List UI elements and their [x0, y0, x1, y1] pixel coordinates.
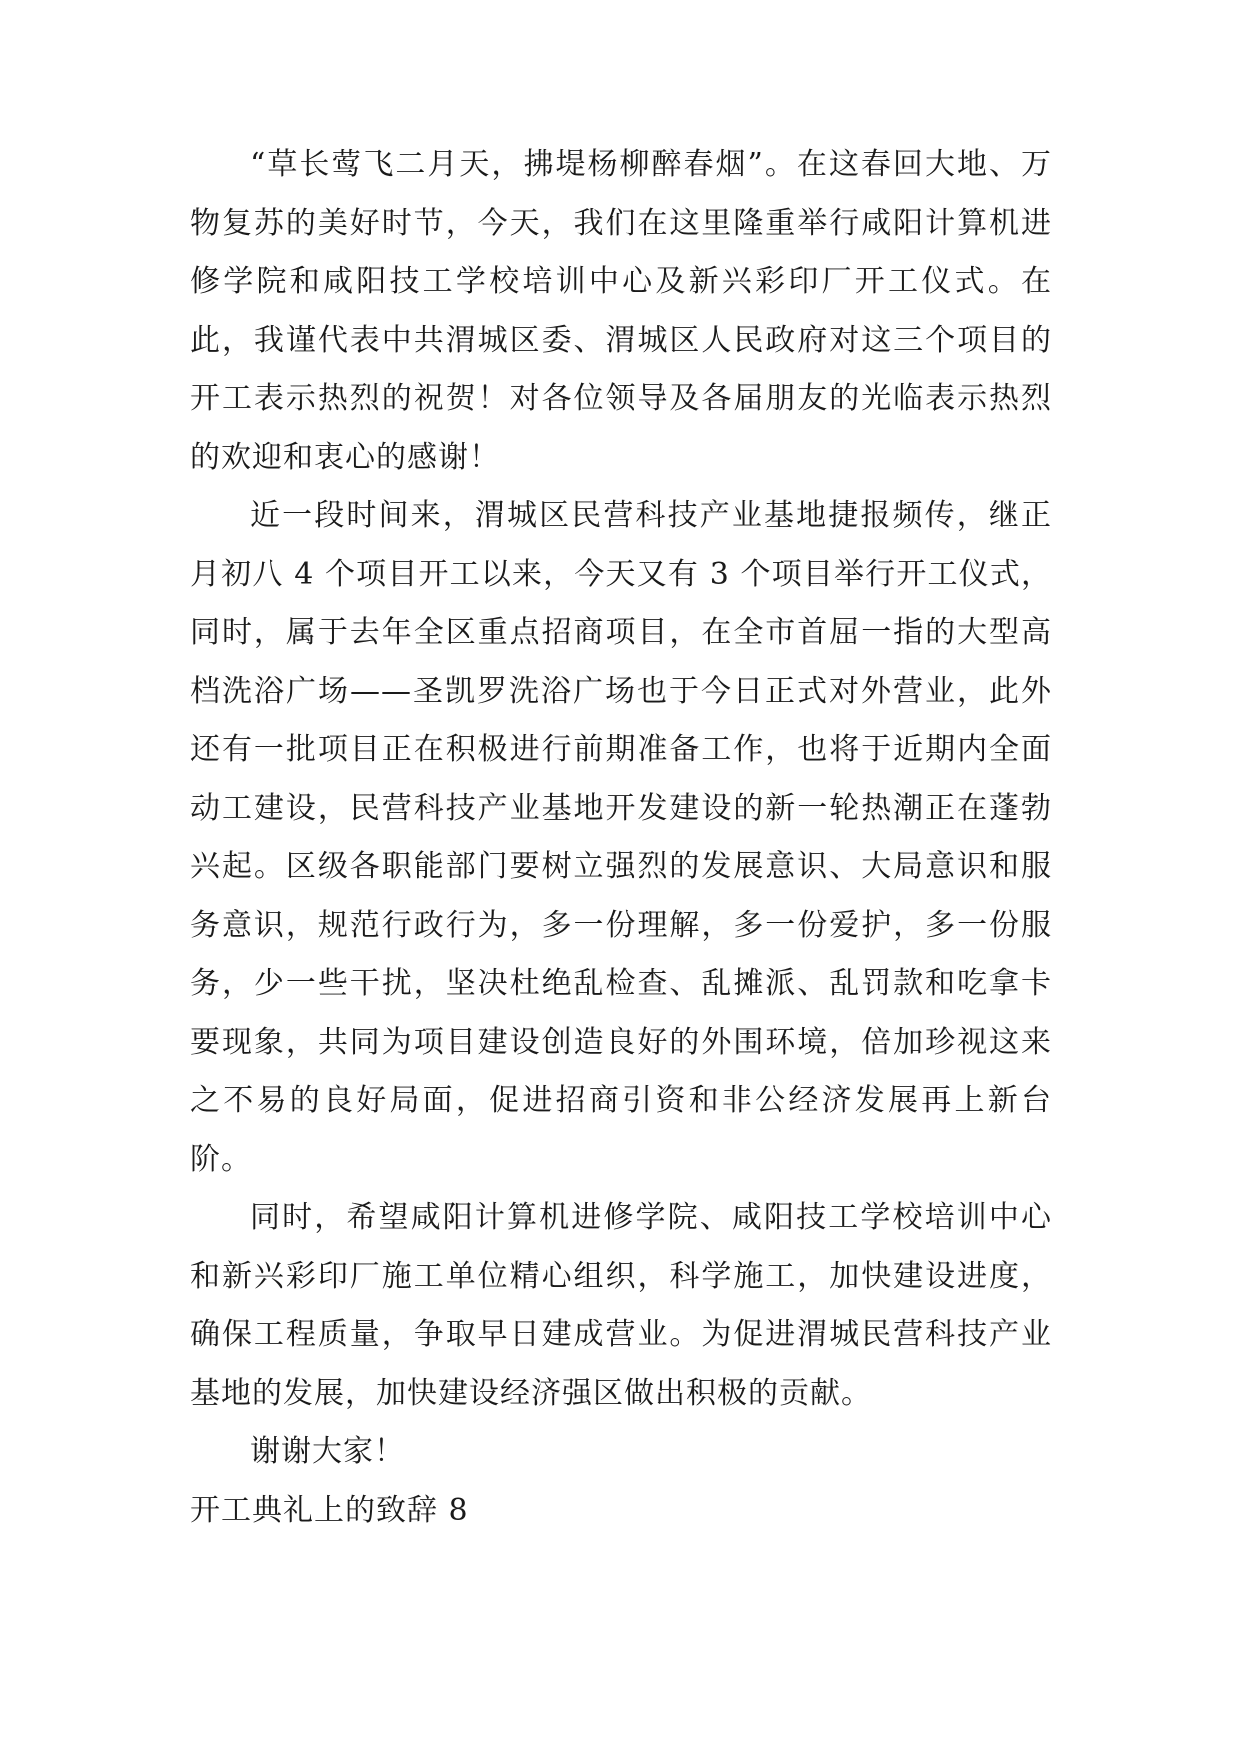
closing-thanks: 谢谢大家！: [250, 1434, 405, 1469]
next-section-title: 开工典礼上的致辞 8: [190, 1492, 469, 1528]
document-body: [190, 136, 1052, 1540]
paragraph-progress: 近一段时间来，渭城区民营科技产业基地捷报频传，继正月初八 4 个项目开工以来，今天又有 3 个项目举行开工仪式，同时，属于去年全区重点招商项目，在全市首屈一指的大型高档洗浴广场——圣凯罗洗浴广场也于今日正式对外营业，此外还有一批项目正在积极进行前期准备工作，也将于近期内全面动工建设，民营科技产业基地开发建设的新一轮热潮正在蓬勃兴起。区级各职能部门要树立强烈的发展意识、大局意识和服务意识，规范行政行为，多一份理解，多一份爱护，多一份服务，少一些干扰，坚决杜绝乱检查、乱摊派、乱罚款和吃拿卡要现象，共同为项目建设创造良好的外围环境，倍加珍视这来之不易的良好局面，促进招商引资和非公经济发展再上新台阶。: [190, 498, 1052, 1177]
paragraph-opening: “草长莺飞二月天，拂堤杨柳醉春烟”。在这春回大地、万物复苏的美好时节，今天，我们在这里隆重举行咸阳计算机进修学院和咸阳技工学校培训中心及新兴彩印厂开工仪式。在此，我谨代表中共渭城区委、渭城区人民政府对这三个项目的开工表示热烈的祝贺！对各位领导及各届朋友的光临表示热烈的欢迎和衷心的感谢！: [190, 147, 1052, 475]
paragraph-hopes: 同时，希望咸阳计算机进修学院、咸阳技工学校培训中心和新兴彩印厂施工单位精心组织，科学施工，加快建设进度，确保工程质量，争取早日建成营业。为促进渭城民营科技产业基地的发展，加快建设经济强区做出积极的贡献。: [190, 1200, 1052, 1411]
